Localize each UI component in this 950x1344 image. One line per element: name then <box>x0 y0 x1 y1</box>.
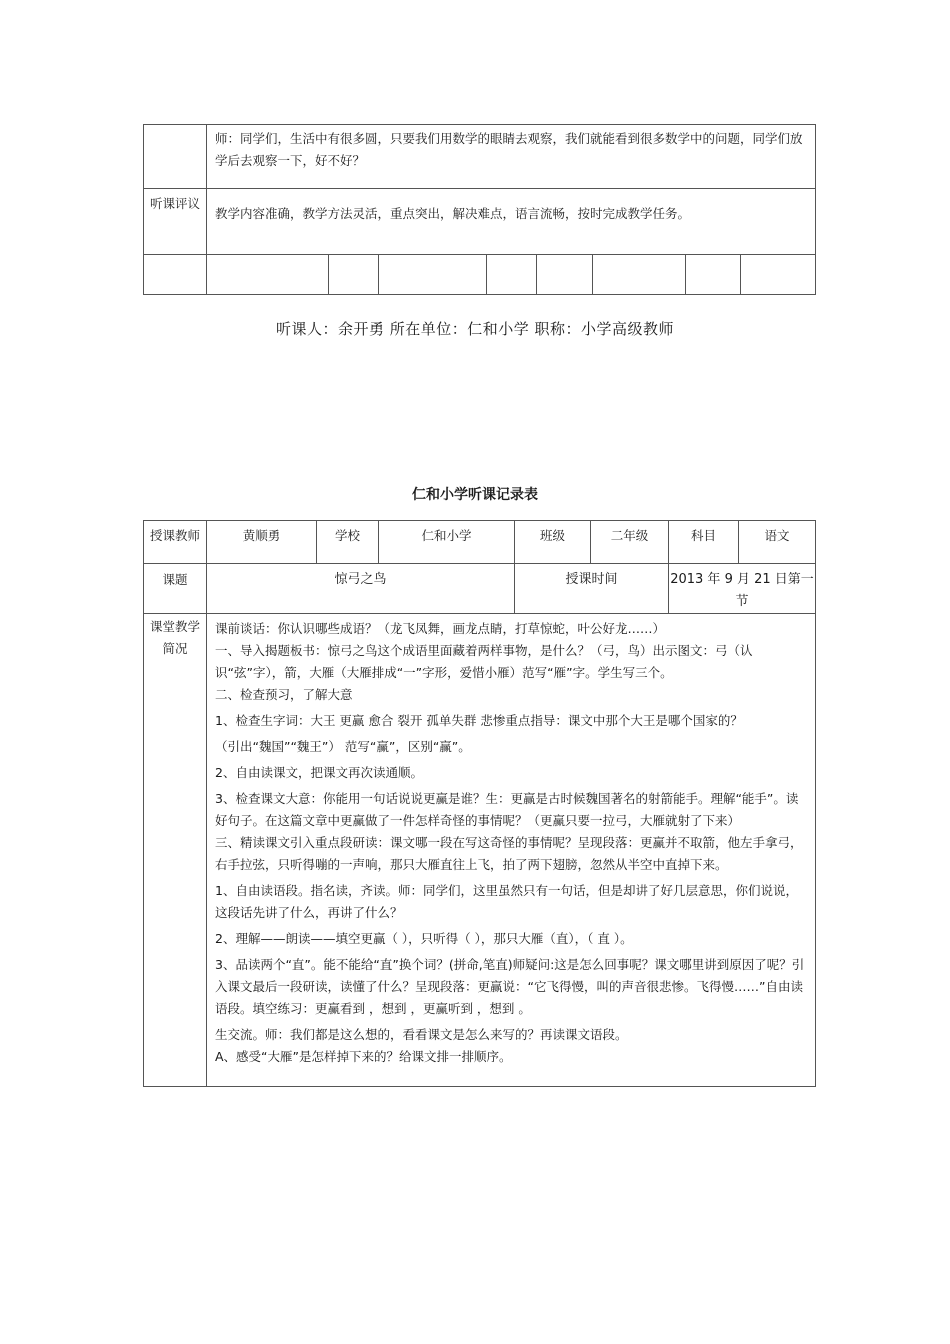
summary-paragraph: 1、检查生字词：大王 更赢 愈合 裂开 孤单失群 悲惨重点指导：课文中那个大王是哪个国家的？ <box>215 713 743 728</box>
summary-paragraph: 课前谈话：你认识哪些成语？（龙飞凤舞，画龙点睛，打草惊蛇，叶公好龙……） <box>215 621 666 636</box>
blank-cell <box>537 255 593 295</box>
teacher-label: 授课教师 <box>144 521 207 564</box>
summary-paragraph: A、感受“大雁”是怎样掉下来的？给课文排一排顺序。 <box>215 1049 512 1064</box>
lesson-record-table <box>143 520 816 1087</box>
blank-cell <box>207 255 329 295</box>
topic-label: 课题 <box>144 564 207 614</box>
lesson-continuation-text: 师：同学们，生活中有很多圆，只要我们用数学的眼睛去观察，我们就能看到很多数学中的问题，同学们放学后去观察一下，好不好？ <box>207 125 816 189</box>
form-title: 仁和小学听课记录表 <box>412 487 538 503</box>
comment-label: 听课评议 <box>144 189 207 255</box>
grade-label: 班级 <box>515 521 591 564</box>
blank-cell <box>741 255 816 295</box>
topic-value: 惊弓之鸟 <box>207 564 515 614</box>
summary-paragraph: 二、检查预习，了解大意 <box>215 687 353 702</box>
summary-paragraph: 3、品读两个“直”。能不能给“直”换个词？(拼命,笔直)师疑问:这是怎么回事呢？课文哪里讲到原因了呢？引入课文最后一段研读，读懂了什么？呈现段落：更赢说：“它飞得慢，叫的声音很悲惨。飞得慢……”自由读语段。填空练习：更赢看到 ，想到 ，更赢听到 ，想到 。 <box>215 957 805 1016</box>
observer-info: 听课人：余开勇 所在单位：仁和小学 职称：小学高级教师 <box>275 320 675 338</box>
summary-label: 课堂教学简况 <box>144 614 207 1087</box>
blank-cell <box>379 255 487 295</box>
comment-text: 教学内容准确，教学方法灵活，重点突出，解决难点，语言流畅，按时完成教学任务。 <box>207 189 816 255</box>
teacher-value: 黄顺勇 <box>207 521 317 564</box>
blank-cell <box>487 255 537 295</box>
summary-paragraph: 1、自由读语段。指名读，齐读。师：同学们，这里虽然只有一句话，但是却讲了好几层意思，你们说说，这段话先讲了什么，再讲了什么？ <box>215 883 798 920</box>
time-label: 授课时间 <box>515 564 669 614</box>
lesson-summary <box>207 614 816 1087</box>
summary-paragraph: 一、导入揭题板书：惊弓之鸟这个成语里面藏着两样事物，是什么？（弓，鸟）出示图文：弓（认识“弦”字），箭，大雁（大雁排成“一”字形，爱惜小雁）范写“雁”字。学生写三个。 <box>215 643 753 680</box>
school-label: 学校 <box>317 521 379 564</box>
blank-cell <box>329 255 379 295</box>
summary-paragraph: 生交流。师：我们都是这么想的，看看课文是怎么来写的？再读课文语段。 <box>215 1027 628 1042</box>
blank-cell <box>686 255 741 295</box>
subject-label: 科目 <box>669 521 739 564</box>
summary-paragraph: 3、检查课文大意：你能用一句话说说更赢是谁？生：更赢是古时候魏国著名的射箭能手。理解“能手”。读好句子。在这篇文章中更赢做了一件怎样奇怪的事情呢？（更赢只要一拉弓，大雁就射了下来） <box>215 791 799 828</box>
summary-paragraph: 三、精读课文引入重点段研读：课文哪一段在写这奇怪的事情呢？呈现段落：更赢并不取箭，他左手拿弓，右手拉弦，只听得嘣的一声响，那只大雁直往上飞，拍了两下翅膀，忽然从半空中直掉下来。 <box>215 835 803 872</box>
grade-value: 二年级 <box>591 521 669 564</box>
blank-cell <box>593 255 686 295</box>
previous-record-table <box>143 124 816 295</box>
summary-paragraph: （引出“魏国”“魏王”） 范写“赢”，区别“赢”。 <box>215 739 471 754</box>
empty-label-cell <box>144 125 207 189</box>
school-value: 仁和小学 <box>379 521 515 564</box>
blank-cell <box>144 255 207 295</box>
summary-paragraph: 2、理解——朗读——填空更赢（ ），只听得（ ），那只大雁（直），（ 直 ）。 <box>215 931 633 946</box>
time-value: 2013 年 9 月 21 日第一节 <box>669 564 816 614</box>
summary-paragraph: 2、自由读课文，把课文再次读通顺。 <box>215 765 423 780</box>
subject-value: 语文 <box>739 521 816 564</box>
